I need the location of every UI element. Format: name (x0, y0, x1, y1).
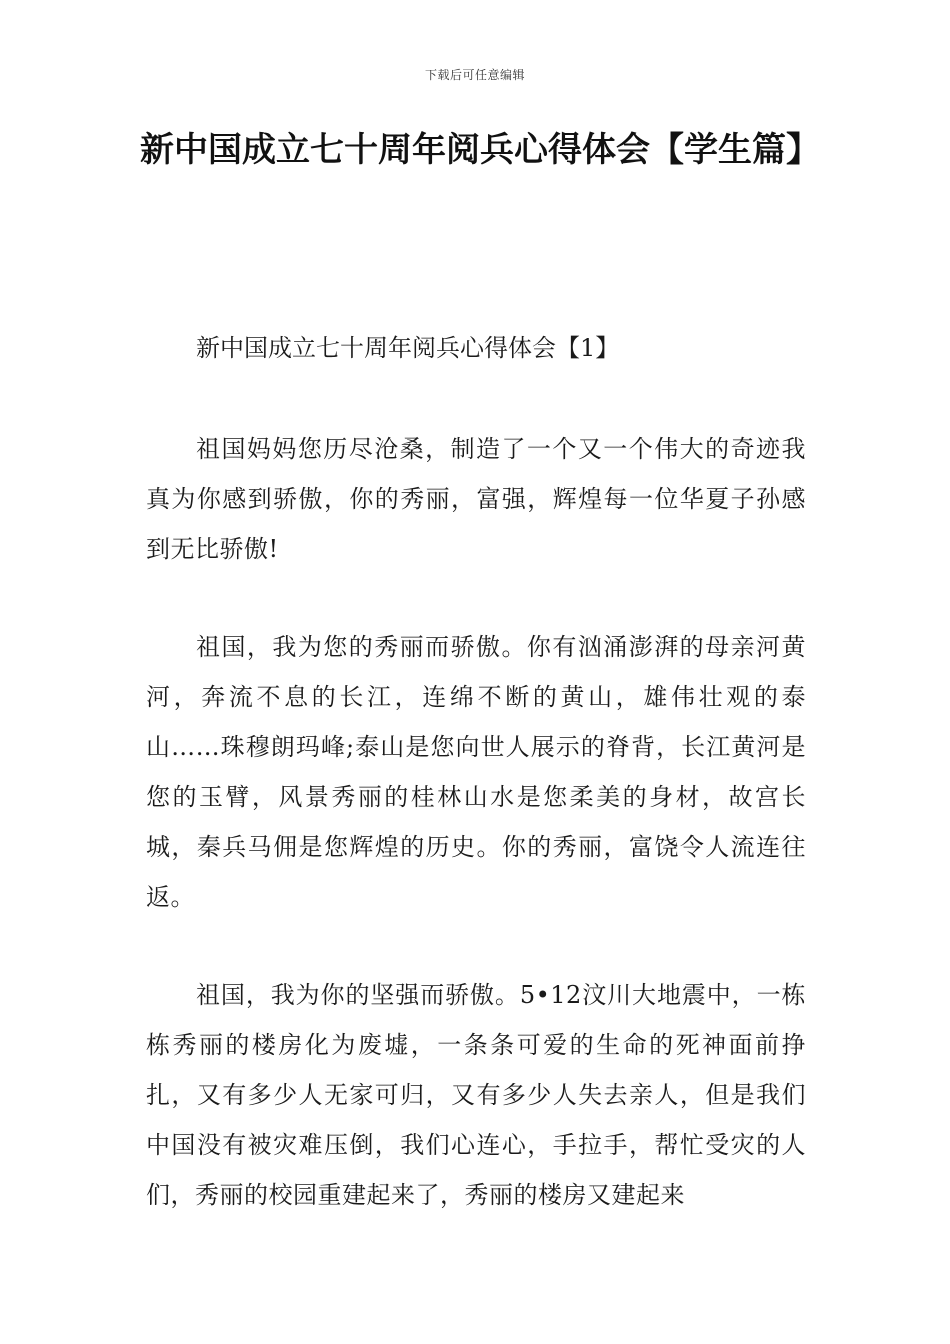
paragraph-block-2 (146, 622, 806, 922)
document-title: 新中国成立七十周年阅兵心得体会【学生篇】 (140, 130, 820, 170)
section-heading: 新中国成立七十周年阅兵心得体会【1】 (196, 334, 620, 362)
paragraph: 祖国，我为您的秀丽而骄傲。你有汹涌澎湃的母亲河黄河，奔流不息的长江，连绵不断的黄山，雄伟壮观的泰山……珠穆朗玛峰;泰山是您向世人展示的脊背，长江黄河是您的玉臂，风景秀丽的桂林山水是您柔美的身材，故宫长城，秦兵马佣是您辉煌的历史。你的秀丽，富饶令人流连往返。 (146, 633, 806, 911)
header-note: 下载后可任意编辑 (424, 68, 525, 82)
paragraph-block-1 (146, 424, 806, 574)
paragraph: 祖国妈妈您历尽沧桑，制造了一个又一个伟大的奇迹我真为你感到骄傲，你的秀丽，富强，辉煌每一位华夏子孙感到无比骄傲! (146, 435, 806, 563)
paragraph-block-3 (146, 970, 806, 1220)
paragraph: 祖国，我为你的坚强而骄傲。5•12汶川大地震中，一栋栋秀丽的楼房化为废墟，一条条可爱的生命的死神面前挣扎，又有多少人无家可归，又有多少人失去亲人，但是我们中国没有被灾难压倒，我们心连心，手拉手，帮忙受灾的人们，秀丽的校园重建起来了，秀丽的楼房又建起来 (146, 981, 806, 1209)
